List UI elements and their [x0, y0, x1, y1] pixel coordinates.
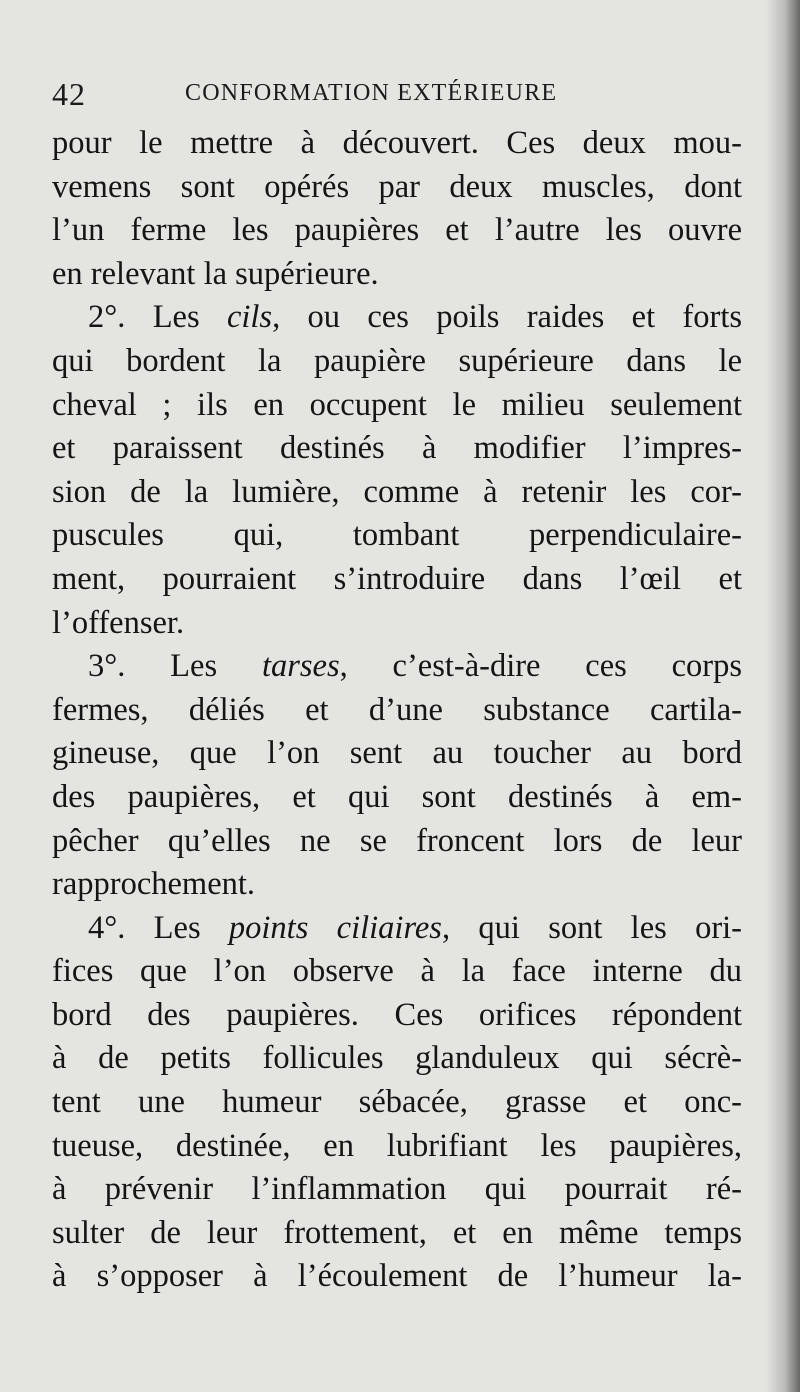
text-line: en relevant la supérieure. — [52, 255, 379, 292]
text-line: à s’opposer à l’écoulement de l’humeur la- — [52, 1258, 742, 1295]
text-line: rapprochement. — [52, 866, 256, 903]
text-line: gineuse, que l’on sent au toucher au bord — [52, 735, 742, 772]
paragraph — [52, 296, 742, 645]
text-line: pour le mettre à découvert. Ces deux mou- — [52, 125, 742, 161]
text-run: , qui sont les ori- — [441, 909, 742, 946]
text-run: , c’est-à-dire ces corps — [339, 648, 743, 685]
text-line: pêcher qu’elles ne se froncent lors de leur — [52, 822, 742, 859]
text-line — [52, 907, 742, 951]
page-number: 42 — [52, 76, 86, 112]
text-line: tent une humeur sébacée, grasse et onc- — [52, 1084, 742, 1121]
text-run: 4°. Les — [88, 909, 229, 946]
text-line: l’offenser. — [52, 604, 185, 641]
paragraph — [52, 122, 742, 296]
text-line: fermes, déliés et d’une substance cartila- — [52, 691, 742, 728]
text-line: puscules qui, tombant perpendiculaire- — [52, 517, 742, 554]
text-line: et paraissent destinés à modifier l’impres- — [52, 430, 742, 467]
text-line: fices que l’on observe à la face interne du — [52, 953, 742, 990]
text-line: sion de la lumière, comme à retenir les cor- — [52, 473, 742, 510]
text-line: bord des paupières. Ces orifices répondent — [52, 996, 742, 1033]
text-line: l’un ferme les paupières et l’autre les ouvre — [52, 212, 742, 249]
paragraph — [52, 907, 742, 1299]
italic-term: cils — [226, 299, 273, 336]
page-gutter-shadow — [766, 0, 800, 1392]
paragraph — [52, 645, 742, 907]
text-line: ment, pourraient s’introduire dans l’œil et — [52, 560, 742, 597]
text-line: tueuse, destinée, en lubrifiant les paupières, — [52, 1127, 742, 1164]
text-line: des paupières, et qui sont destinés à em- — [52, 778, 742, 815]
text-line: à de petits follicules glanduleux qui sécrè- — [52, 1040, 742, 1077]
text-line: sulter de leur frottement, et en même temps — [52, 1214, 742, 1251]
italic-term: points ciliaires — [228, 909, 442, 946]
text-run: , ou ces poils raides et forts — [272, 299, 742, 336]
text-run: 2°. Les — [88, 299, 227, 336]
page-header — [52, 76, 742, 112]
text-line: vemens sont opérés par deux muscles, dont — [52, 168, 742, 205]
text-line: qui bordent la paupière supérieure dans le — [52, 342, 742, 379]
running-title: CONFORMATION EXTÉRIEURE — [185, 80, 558, 106]
text-line — [52, 296, 742, 340]
text-run: 3°. Les — [88, 648, 262, 685]
text-line: cheval ; ils en occupent le milieu seulement — [52, 386, 742, 423]
body-text — [52, 122, 742, 1299]
text-line: à prévenir l’inflammation qui pourrait ré- — [52, 1171, 742, 1208]
italic-term: tarses — [261, 648, 340, 685]
text-line — [52, 645, 742, 689]
